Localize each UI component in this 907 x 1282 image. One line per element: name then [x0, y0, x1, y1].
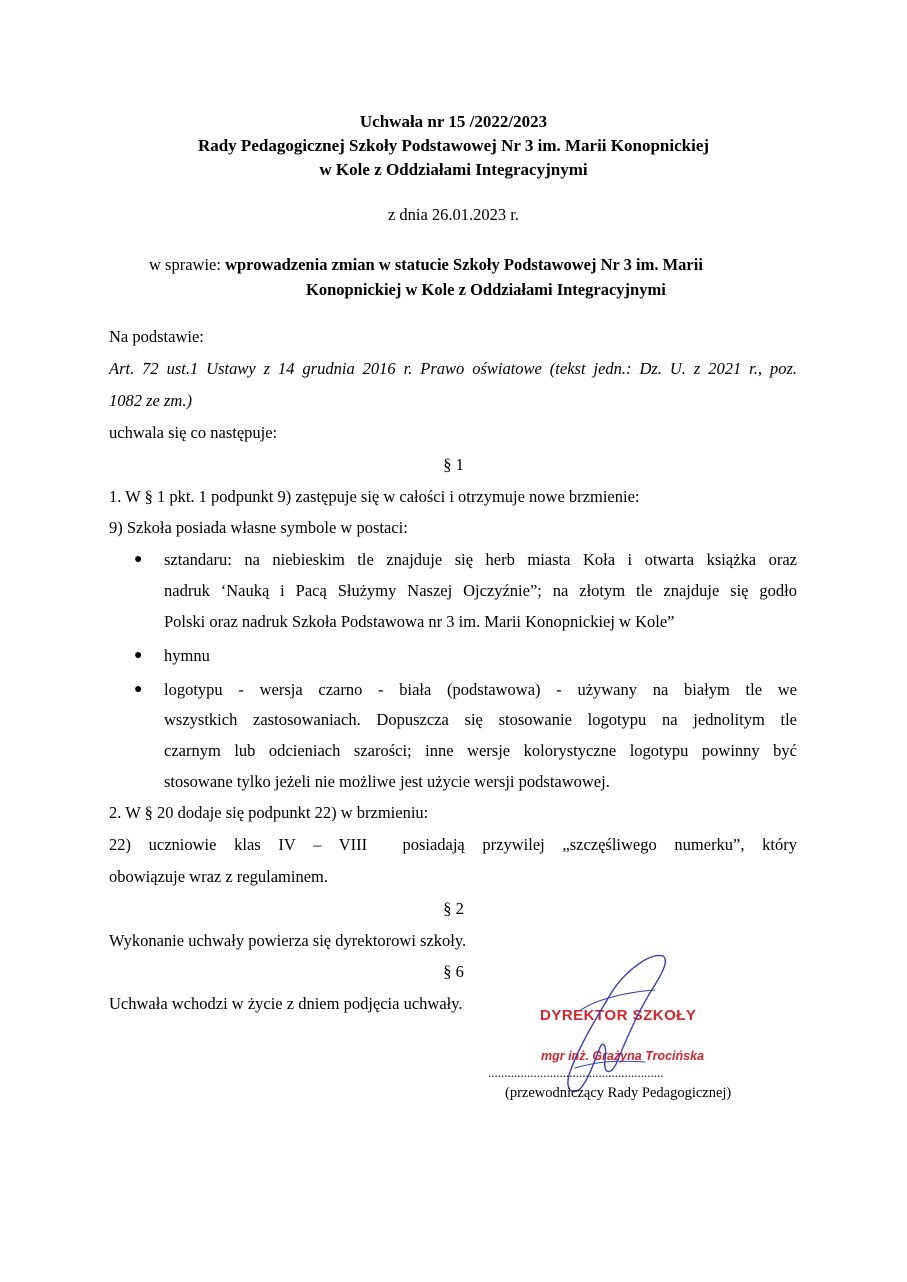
resolution-number: Uchwała nr 15 /2022/2023 [359, 112, 548, 131]
section-1-item-2: 2. W § 20 dodaje się podpunkt 22) w brzmieniu: [109, 803, 429, 822]
bullet-1-line-3: Polski oraz nadruk Szkoła Podstawowa nr 3 im. Marii Konopnickiej w Kole” [164, 612, 675, 631]
subject-bold-1: wprowadzenia zmian w statucie Szkoły Podstawowej Nr 3 im. Marii [225, 255, 703, 274]
bullet-3-line-3: czarnym lub odcieniach szarości; inne wersje kolorystyczne logotypu powinny być [164, 741, 797, 760]
point-9-heading: 9) Szkoła posiada własne symbole w postaci: [109, 518, 408, 537]
bullet-icon: ● [134, 682, 143, 697]
bullet-icon: ● [134, 552, 143, 567]
council-name: Rady Pedagogicznej Szkoły Podstawowej Nr 3 im. Marii Konopnickiej [197, 136, 710, 155]
bullet-3-line-2: wszystkich zastosowaniach. Dopuszcza się stosowanie logotypu na jednolitym tle [164, 710, 797, 729]
signature-caption: (przewodniczący Rady Pedagogicznej) [505, 1085, 732, 1101]
legal-basis-line-1: Art. 72 ust.1 Ustawy z 14 grudnia 2016 r. Prawo oświatowe (tekst jedn.: Dz. U. z 2021 r., poz. [109, 359, 797, 378]
section-1-item-1: 1. W § 1 pkt. 1 podpunkt 9) zastępuje się w całości i otrzymuje nowe brzmienie: [109, 487, 640, 506]
resolution-date: z dnia 26.01.2023 r. [387, 205, 520, 224]
school-location: w Kole z Oddziałami Integracyjnymi [319, 160, 588, 179]
subject-bold-2: Konopnickiej w Kole z Oddziałami Integracyjnymi [306, 280, 666, 299]
section-2-text: Wykonanie uchwały powierza się dyrektorowi szkoły. [109, 931, 467, 950]
legal-basis-line-2: 1082 ze zm.) [109, 391, 192, 410]
bullet-3-line-1: logotypu - wersja czarno - biała (podstawowa) - używany na białym tle we [164, 680, 797, 699]
bullet-1-line-2: nadruk ‘Nauką i Pacą Służymy Naszej Ojczyźnie”; na złotym tle znajduje się godło [164, 581, 797, 600]
section-6-heading: § 6 [443, 962, 464, 981]
resolves-text: uchwala się co następuje: [109, 423, 278, 442]
subject-prefix: w sprawie: [149, 255, 226, 274]
bullet-3-line-4: stosowane tylko jeżeli nie możliwe jest użycie wersji podstawowej. [164, 772, 610, 791]
section-1-heading: § 1 [443, 455, 464, 474]
basis-label: Na podstawie: [109, 327, 204, 346]
director-stamp-name: mgr inż. Grażyna Trocińska [541, 1049, 705, 1063]
section-6-text: Uchwała wchodzi w życie z dniem podjęcia uchwały. [109, 994, 463, 1013]
director-stamp-title: DYREKTOR SZKOŁY [540, 1007, 697, 1024]
bullet-2-line-1: hymnu [164, 646, 210, 665]
point-22-line-2: obowiązuje wraz z regulaminem. [109, 867, 328, 886]
bullet-1-line-1: sztandaru: na niebieskim tle znajduje się herb miasta Koła i otwarta książka oraz [164, 550, 797, 569]
signature-line: ...................................................... [488, 1065, 664, 1080]
subject-line-1 [149, 254, 837, 276]
section-2-heading: § 2 [443, 899, 464, 918]
point-22-line-1: 22) uczniowie klas IV – VIII posiadają przywilej „szczęśliwego numerku”, który [109, 835, 797, 854]
bullet-icon: ● [134, 648, 143, 663]
